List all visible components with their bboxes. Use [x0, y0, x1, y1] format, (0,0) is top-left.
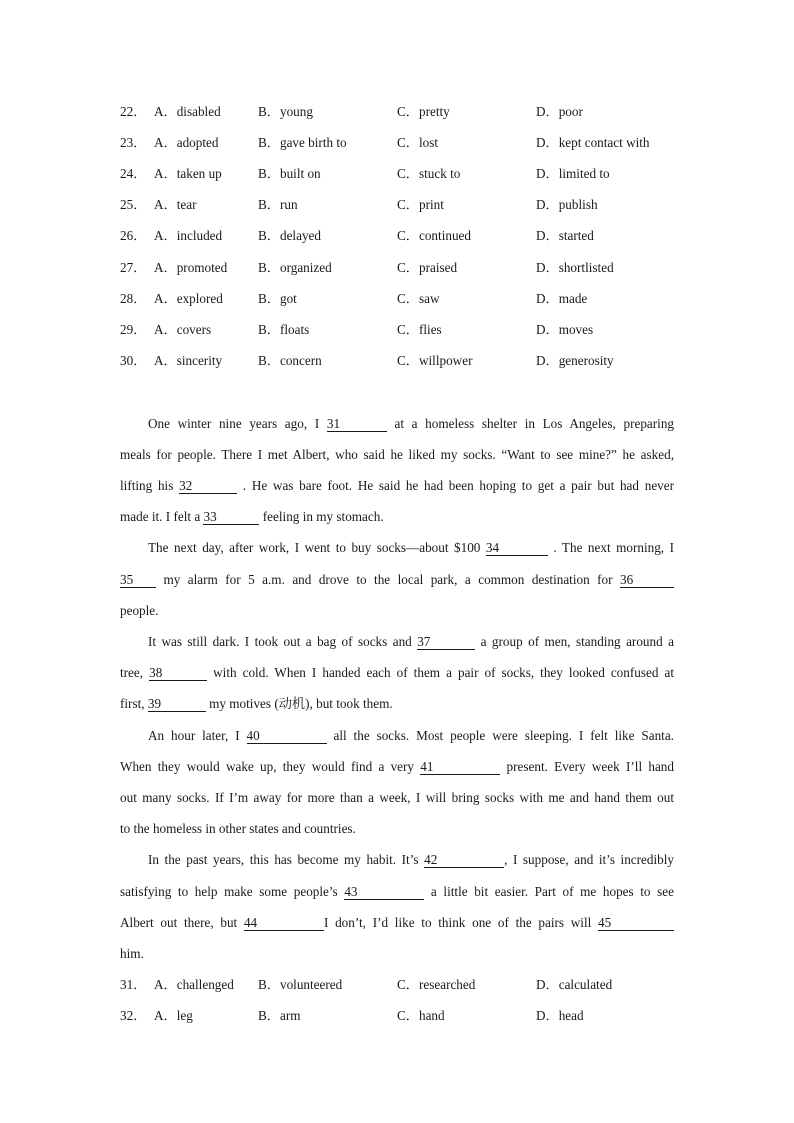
option-d: D．started: [536, 228, 594, 243]
option-d: D．poor: [536, 104, 583, 119]
blank-35: 35: [120, 573, 156, 588]
option-d: D．moves: [536, 322, 594, 337]
option-c: C．stuck to: [397, 166, 461, 181]
passage-line: lifting his 32 . He was bare foot. He said he had been hoping to get a pair but had never: [120, 478, 675, 493]
option-a: A．promoted: [154, 260, 228, 275]
option-b: B．built on: [258, 166, 321, 181]
question-number: 26．: [120, 228, 147, 243]
passage-line: satisfying to help make some people’s 43 a little bit easier. Part of me hopes to see: [120, 884, 674, 899]
option-b: B．floats: [258, 322, 310, 337]
passage-line: out many socks. If I’m away for more than a week, I will bring socks with me and hand them out: [120, 790, 674, 805]
blank-43: 43: [344, 885, 424, 900]
question-number: 31．: [120, 977, 147, 992]
passage-line: One winter nine years ago, I 31 at a homeless shelter in Los Angeles, preparing: [148, 416, 675, 431]
question-number: 30．: [120, 353, 147, 368]
option-c: C．continued: [397, 228, 471, 243]
option-b: B．concern: [258, 353, 322, 368]
option-b: B．delayed: [258, 228, 321, 243]
passage-line: Albert out there, but 44 I don’t, I’d like to think one of the pairs will 45: [120, 913, 674, 933]
blank-41: 41: [420, 760, 500, 775]
option-c: C．pretty: [397, 104, 450, 119]
passage-line: people.: [120, 603, 159, 618]
passage-line: It was still dark. I took out a bag of socks and 37 a group of men, standing around a: [148, 634, 674, 649]
question-number: 23．: [120, 135, 147, 150]
question-number: 22．: [120, 104, 147, 119]
option-b: B．gave birth to: [258, 135, 347, 150]
option-c: C．praised: [397, 260, 458, 275]
option-a: A．included: [154, 228, 223, 243]
option-a: A．disabled: [154, 104, 221, 119]
option-b: B．run: [258, 197, 298, 212]
blank-44: 44: [244, 916, 324, 931]
question-number: 32．: [120, 1008, 147, 1023]
option-a: A．leg: [154, 1008, 193, 1023]
option-c: C．print: [397, 197, 444, 212]
blank-40: 40: [247, 729, 327, 744]
option-b: B．volunteered: [258, 977, 343, 992]
option-b: B．organized: [258, 260, 332, 275]
option-c: C．hand: [397, 1008, 445, 1023]
option-b: B．arm: [258, 1008, 301, 1023]
option-d: D．made: [536, 291, 588, 306]
option-d: D．calculated: [536, 977, 613, 992]
passage-line: An hour later, I 40 all the socks. Most people were sleeping. I felt like Santa.: [148, 728, 674, 743]
option-b: B．got: [258, 291, 297, 306]
passage-line: In the past years, this has become my habit. It’s 42 , I suppose, and it’s incredibly: [148, 852, 675, 867]
option-d: D．kept contact with: [536, 135, 650, 150]
passage-line: meals for people. There I met Albert, who said he liked my socks. “Want to see mine?” he asked,: [120, 447, 674, 462]
blank-37: 37: [417, 635, 475, 650]
question-number: 24．: [120, 166, 147, 181]
passage-line: to the homeless in other states and countries.: [120, 821, 356, 836]
option-d: D．generosity: [536, 353, 614, 368]
option-c: C．flies: [397, 322, 442, 337]
option-a: A．taken up: [154, 166, 222, 181]
option-d: D．shortlisted: [536, 260, 614, 275]
option-a: A．challenged: [154, 977, 234, 992]
question-number: 28．: [120, 291, 147, 306]
option-b: B．young: [258, 104, 313, 119]
blank-42: 42: [424, 853, 504, 868]
passage-line: made it. I felt a 33 feeling in my stomach.: [120, 509, 384, 524]
blank-38: 38: [149, 666, 207, 681]
passage-line: tree, 38 with cold. When I handed each of them a pair of socks, they looked confused at: [120, 665, 674, 680]
blank-36: 36: [620, 573, 674, 588]
option-c: C．saw: [397, 291, 440, 306]
passage-line: him.: [120, 946, 144, 961]
option-a: A．covers: [154, 322, 212, 337]
passage-line: The next day, after work, I went to buy socks—about $100 34 . The next morning, I: [148, 540, 674, 555]
option-a: A．sincerity: [154, 353, 223, 368]
passage-line: 35 my alarm for 5 a.m. and drove to the local park, a common destination for 36: [120, 570, 674, 590]
question-number: 29．: [120, 322, 147, 337]
blank-34: 34: [486, 541, 548, 556]
option-d: D．publish: [536, 197, 598, 212]
question-number: 27．: [120, 260, 147, 275]
option-d: D．limited to: [536, 166, 610, 181]
blank-45: 45: [598, 916, 674, 931]
blank-39: 39: [148, 697, 206, 712]
option-d: D．head: [536, 1008, 584, 1023]
option-c: C．willpower: [397, 353, 473, 368]
passage-line: first, 39 my motives (动机), but took them.: [120, 696, 393, 711]
question-number: 25．: [120, 197, 147, 212]
blank-33: 33: [203, 510, 259, 525]
option-a: A．adopted: [154, 135, 219, 150]
option-a: A．explored: [154, 291, 223, 306]
option-c: C．researched: [397, 977, 476, 992]
passage-line: When they would wake up, they would find a very 41 present. Every week I’ll hand: [120, 759, 674, 774]
blank-32: 32: [179, 479, 237, 494]
option-a: A．tear: [154, 197, 197, 212]
option-c: C．lost: [397, 135, 439, 150]
blank-31: 31: [327, 417, 387, 432]
